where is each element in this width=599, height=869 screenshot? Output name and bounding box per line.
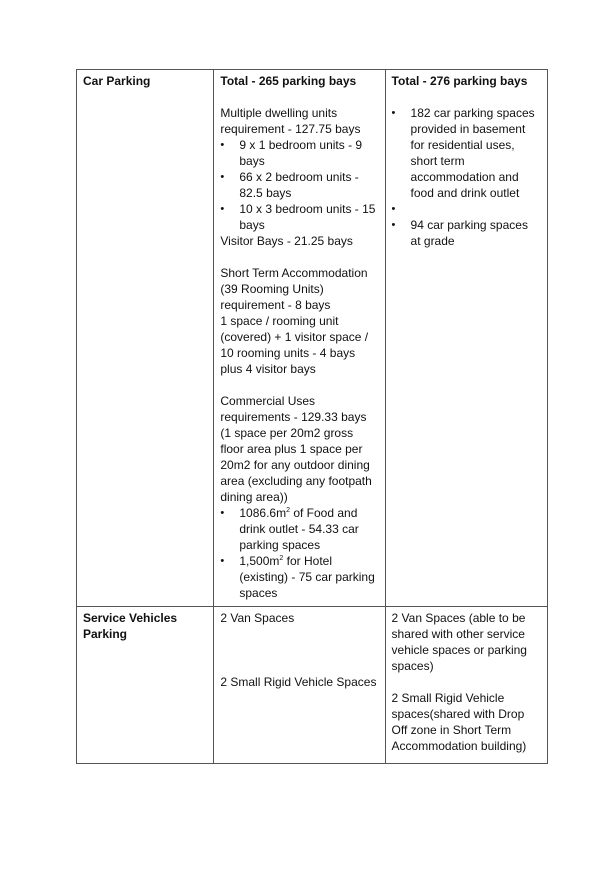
car-parking-label: Car Parking xyxy=(83,74,151,88)
provided-list xyxy=(392,105,541,249)
list-item: • $1,500m^2$ for Hotel (existing) - 75 car parking spaces xyxy=(239,553,378,601)
commercial-text: Commercial Uses requirements - 129.33 bays (1 space per 20m2 gross floor area plus 1 space per 20m2 for any outdoor dining area (excluding any footpath dining area)) xyxy=(220,394,372,504)
car-parking-row xyxy=(77,70,548,607)
provided-van: 2 Van Spaces (able to be shared with other service vehicle spaces or parking spaces) xyxy=(391,611,527,673)
provided-total: Total - 276 parking bays xyxy=(391,74,528,88)
list-item: • 94 car parking spaces at grade xyxy=(411,217,541,249)
mdu-list xyxy=(220,137,378,233)
service-required-cell xyxy=(214,607,385,764)
service-vehicles-row xyxy=(77,607,548,764)
parking-table xyxy=(76,69,548,764)
required-total: Total - 265 parking bays xyxy=(220,74,357,88)
service-provided-cell xyxy=(385,607,547,764)
list-item: • 9 x 1 bedroom units - 9 bays xyxy=(239,137,378,169)
list-item: • 182 car parking spaces provided in basement for residential uses, short term accommodation and food and drink outlet xyxy=(411,105,541,201)
provided-rigid: 2 Small Rigid Vehicle spaces(shared with Drop Off zone in Short Term Accommodation building) xyxy=(391,691,527,753)
car-parking-label-cell xyxy=(77,70,214,607)
list-item: • 66 x 2 bedroom units - 82.5 bays xyxy=(239,169,378,201)
sta-rate: 1 space / rooming unit (covered) + 1 visitor space / 10 rooming units - 4 bays plus 4 visitor bays xyxy=(220,314,369,376)
required-van: 2 Van Spaces xyxy=(220,611,295,625)
visitor-bays: Visitor Bays - 21.25 bays xyxy=(220,234,353,248)
service-label-cell xyxy=(77,607,214,764)
mdu-heading: Multiple dwelling units requirement - 127.75 bays xyxy=(220,106,361,136)
car-parking-required-cell xyxy=(214,70,385,607)
commercial-list xyxy=(220,505,378,601)
car-parking-provided-cell xyxy=(385,70,547,607)
list-item: • $1086.6m^2$ of Food and drink outlet - 54.33 car parking spaces xyxy=(239,505,378,553)
sta-text: Short Term Accommodation (39 Rooming Units) requirement - 8 bays xyxy=(220,266,368,312)
required-rigid: 2 Small Rigid Vehicle Spaces xyxy=(220,675,377,689)
list-item: • 10 x 3 bedroom units - 15 bays xyxy=(239,201,378,233)
service-vehicles-label: Service Vehicles Parking xyxy=(83,611,178,641)
